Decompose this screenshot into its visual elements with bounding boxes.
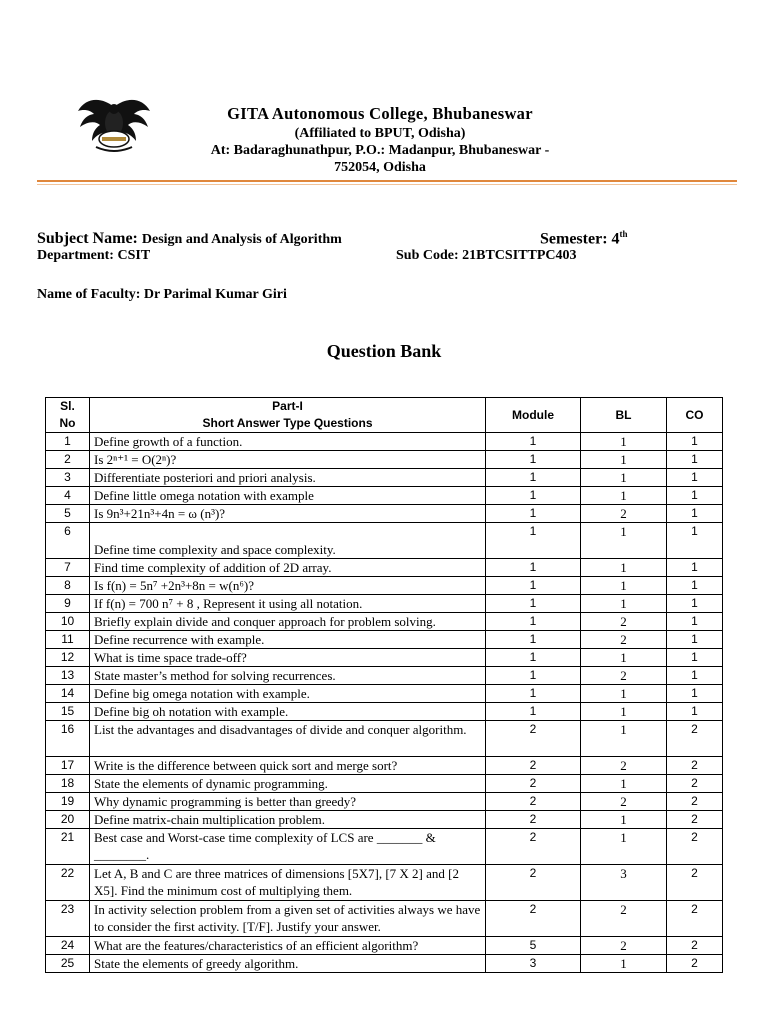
co-cell: 1 <box>667 685 723 703</box>
question-cell: Is 9n³+21n³+4n = ω (n³)? <box>90 505 486 523</box>
sl-cell: 9 <box>46 595 90 613</box>
sl-cell: 20 <box>46 811 90 829</box>
table-row <box>46 649 723 667</box>
bl-cell: 1 <box>581 523 667 559</box>
sl-cell: 17 <box>46 757 90 775</box>
table-row <box>46 901 723 937</box>
module-cell: 2 <box>486 829 581 865</box>
module-cell: 1 <box>486 577 581 595</box>
part-subtitle: Short Answer Type Questions <box>202 416 373 430</box>
question-cell: Best case and Worst-case time complexity of LCS are _______ & ________. <box>90 829 486 865</box>
module-cell: 5 <box>486 937 581 955</box>
module-cell: 2 <box>486 775 581 793</box>
module-cell: 1 <box>486 433 581 451</box>
address-line-2: 752054, Odisha <box>334 160 426 175</box>
table-row <box>46 955 723 973</box>
table-row <box>46 703 723 721</box>
module-cell: 1 <box>486 649 581 667</box>
bl-cell: 2 <box>581 901 667 937</box>
module-cell: 3 <box>486 955 581 973</box>
module-cell: 1 <box>486 631 581 649</box>
co-cell: 1 <box>667 703 723 721</box>
co-cell: 1 <box>667 595 723 613</box>
question-cell: If f(n) = 700 n⁷ + 8 , Represent it using all notation. <box>90 595 486 613</box>
question-cell: Find time complexity of addition of 2D array. <box>90 559 486 577</box>
college-logo <box>76 93 152 157</box>
question-cell: Write is the difference between quick sort and merge sort? <box>90 757 486 775</box>
co-cell: 2 <box>667 865 723 901</box>
co-cell: 2 <box>667 793 723 811</box>
question-cell: Differentiate posteriori and priori analysis. <box>90 469 486 487</box>
question-cell: Is 2ⁿ⁺¹ = O(2ⁿ)? <box>90 451 486 469</box>
table-row <box>46 775 723 793</box>
bl-cell: 2 <box>581 631 667 649</box>
question-cell: Define time complexity and space complexity. <box>90 523 486 559</box>
table-row <box>46 757 723 775</box>
question-cell: Is f(n) = 5n⁷ +2n³+8n = w(n⁶)? <box>90 577 486 595</box>
bl-cell: 1 <box>581 955 667 973</box>
table-row <box>46 829 723 865</box>
semester-suffix: th <box>619 229 628 239</box>
semester <box>540 229 628 248</box>
co-cell: 1 <box>667 631 723 649</box>
co-header: CO <box>667 398 723 433</box>
table-row <box>46 631 723 649</box>
sl-cell: 21 <box>46 829 90 865</box>
module-cell: 1 <box>486 487 581 505</box>
table-row <box>46 577 723 595</box>
question-cell: What is time space trade-off? <box>90 649 486 667</box>
co-cell: 1 <box>667 577 723 595</box>
address-line-1: At: Badaraghunathpur, P.O.: Madanpur, Bhubaneswar - <box>210 143 550 158</box>
bl-cell: 1 <box>581 649 667 667</box>
sl-cell: 24 <box>46 937 90 955</box>
module-cell: 2 <box>486 721 581 757</box>
question-table-body <box>46 433 723 973</box>
table-header-row <box>46 398 723 433</box>
module-cell: 1 <box>486 559 581 577</box>
header-divider-secondary <box>37 184 737 185</box>
module-header: Module <box>486 398 581 433</box>
table-row <box>46 937 723 955</box>
sub-code: Sub Code: 21BTCSITTPC403 <box>396 248 577 263</box>
bl-cell: 2 <box>581 613 667 631</box>
co-cell: 2 <box>667 937 723 955</box>
sl-cell: 5 <box>46 505 90 523</box>
bl-header: BL <box>581 398 667 433</box>
question-cell: State the elements of dynamic programming. <box>90 775 486 793</box>
question-table <box>45 397 723 973</box>
table-row <box>46 559 723 577</box>
module-cell: 2 <box>486 901 581 937</box>
question-cell: Define matrix-chain multiplication problem. <box>90 811 486 829</box>
co-cell: 2 <box>667 757 723 775</box>
sl-cell: 19 <box>46 793 90 811</box>
department: Department: CSIT <box>37 248 151 263</box>
table-row <box>46 523 723 559</box>
faculty-name: Name of Faculty: Dr Parimal Kumar Giri <box>37 287 287 302</box>
co-cell: 1 <box>667 649 723 667</box>
question-cell: State the elements of greedy algorithm. <box>90 955 486 973</box>
bl-cell: 3 <box>581 865 667 901</box>
module-cell: 2 <box>486 811 581 829</box>
co-cell: 1 <box>667 667 723 685</box>
semester-label: Semester: 4 <box>540 230 620 248</box>
sl-cell: 1 <box>46 433 90 451</box>
module-cell: 1 <box>486 667 581 685</box>
co-cell: 1 <box>667 469 723 487</box>
sl-cell: 11 <box>46 631 90 649</box>
question-cell: State master’s method for solving recurrences. <box>90 667 486 685</box>
module-cell: 1 <box>486 523 581 559</box>
bl-cell: 2 <box>581 505 667 523</box>
question-cell: Define recurrence with example. <box>90 631 486 649</box>
page-title: Question Bank <box>326 341 442 361</box>
sl-cell: 15 <box>46 703 90 721</box>
sl-header-line2: No <box>59 416 76 430</box>
question-cell: Define big omega notation with example. <box>90 685 486 703</box>
bl-cell: 1 <box>581 559 667 577</box>
bl-cell: 2 <box>581 757 667 775</box>
module-cell: 1 <box>486 469 581 487</box>
question-cell: What are the features/characteristics of an efficient algorithm? <box>90 937 486 955</box>
bl-cell: 1 <box>581 487 667 505</box>
table-row <box>46 865 723 901</box>
sl-cell: 3 <box>46 469 90 487</box>
table-row <box>46 451 723 469</box>
table-row <box>46 667 723 685</box>
sl-cell: 10 <box>46 613 90 631</box>
module-cell: 2 <box>486 757 581 775</box>
bl-cell: 1 <box>581 775 667 793</box>
co-cell: 2 <box>667 811 723 829</box>
question-cell: Let A, B and C are three matrices of dimensions [5X7], [7 X 2] and [2 X5]. Find the minimum cost of multiplying them. <box>90 865 486 901</box>
module-cell: 2 <box>486 865 581 901</box>
sl-cell: 16 <box>46 721 90 757</box>
sl-cell: 7 <box>46 559 90 577</box>
module-cell: 1 <box>486 613 581 631</box>
header-divider <box>37 180 737 182</box>
sl-cell: 6 <box>46 523 90 559</box>
subject-name <box>37 230 342 248</box>
bl-cell: 2 <box>581 667 667 685</box>
module-cell: 1 <box>486 595 581 613</box>
co-cell: 2 <box>667 955 723 973</box>
bl-cell: 1 <box>581 685 667 703</box>
subject-value: Design and Analysis of Algorithm <box>141 232 342 247</box>
module-cell: 1 <box>486 703 581 721</box>
co-cell: 1 <box>667 433 723 451</box>
bl-cell: 1 <box>581 577 667 595</box>
table-row <box>46 595 723 613</box>
sl-cell: 12 <box>46 649 90 667</box>
question-cell: Briefly explain divide and conquer approach for problem solving. <box>90 613 486 631</box>
bl-cell: 1 <box>581 595 667 613</box>
bl-cell: 2 <box>581 793 667 811</box>
module-cell: 1 <box>486 505 581 523</box>
sl-cell: 8 <box>46 577 90 595</box>
question-cell: Define big oh notation with example. <box>90 703 486 721</box>
bl-cell: 1 <box>581 433 667 451</box>
affiliation-line: (Affiliated to BPUT, Odisha) <box>294 126 466 141</box>
question-cell: In activity selection problem from a given set of activities always we have to consider the first activity. [T/F]. Justify your answer. <box>90 901 486 937</box>
sl-header-line1: Sl. <box>60 399 75 413</box>
sl-cell: 14 <box>46 685 90 703</box>
table-row <box>46 613 723 631</box>
part-header <box>90 398 486 433</box>
subject-label: Subject Name: <box>37 230 138 247</box>
co-cell: 1 <box>667 523 723 559</box>
question-cell: Define growth of a function. <box>90 433 486 451</box>
question-cell: Define little omega notation with example <box>90 487 486 505</box>
co-cell: 1 <box>667 487 723 505</box>
sl-header <box>46 398 90 433</box>
co-cell: 2 <box>667 721 723 757</box>
co-cell: 2 <box>667 775 723 793</box>
bl-cell: 1 <box>581 451 667 469</box>
bl-cell: 1 <box>581 829 667 865</box>
question-cell: Why dynamic programming is better than greedy? <box>90 793 486 811</box>
module-cell: 1 <box>486 451 581 469</box>
table-row <box>46 721 723 757</box>
sl-cell: 25 <box>46 955 90 973</box>
sl-cell: 4 <box>46 487 90 505</box>
module-cell: 2 <box>486 793 581 811</box>
sl-cell: 23 <box>46 901 90 937</box>
part-title: Part-I <box>272 399 303 413</box>
co-cell: 1 <box>667 451 723 469</box>
module-cell: 1 <box>486 685 581 703</box>
bl-cell: 1 <box>581 811 667 829</box>
bl-cell: 1 <box>581 721 667 757</box>
table-row <box>46 487 723 505</box>
table-row <box>46 793 723 811</box>
table-row <box>46 811 723 829</box>
table-row <box>46 433 723 451</box>
college-name: GITA Autonomous College, Bhubaneswar <box>227 104 533 123</box>
co-cell: 1 <box>667 505 723 523</box>
sl-cell: 13 <box>46 667 90 685</box>
table-row <box>46 469 723 487</box>
co-cell: 2 <box>667 901 723 937</box>
co-cell: 1 <box>667 559 723 577</box>
bl-cell: 2 <box>581 937 667 955</box>
sl-cell: 22 <box>46 865 90 901</box>
table-row <box>46 685 723 703</box>
co-cell: 2 <box>667 829 723 865</box>
co-cell: 1 <box>667 613 723 631</box>
sl-cell: 18 <box>46 775 90 793</box>
question-cell: List the advantages and disadvantages of divide and conquer algorithm. <box>90 721 486 757</box>
bl-cell: 1 <box>581 469 667 487</box>
table-row <box>46 505 723 523</box>
bl-cell: 1 <box>581 703 667 721</box>
sl-cell: 2 <box>46 451 90 469</box>
